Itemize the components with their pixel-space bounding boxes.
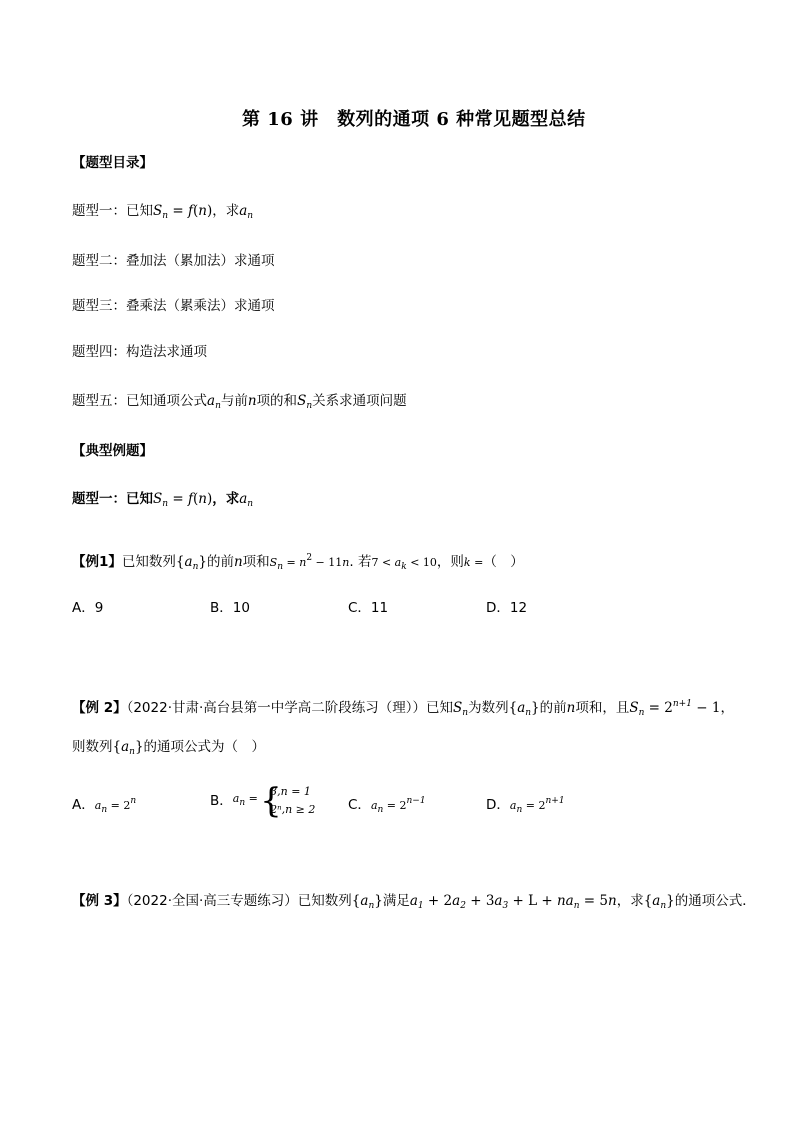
formula-set-an: $\{a_n\}$ (508, 700, 540, 718)
formula-an-eq: $a_n$ = (232, 792, 258, 808)
example-1-text-2: 的前 (206, 554, 234, 570)
toc-item-2: 题型二：叠加法（累加法）求通项 (72, 253, 275, 269)
example-1-text-5: ，则 (436, 554, 464, 570)
toc-item-5 (72, 392, 407, 415)
example-2-text-2: 为数列 (468, 700, 509, 716)
formula-n: n (233, 554, 243, 570)
example-1-text-6: （ ） (483, 554, 524, 570)
example-1-text-4: . 若 (349, 554, 372, 570)
example-2-text-5: ， (720, 700, 734, 716)
formula-set-an: $\{a_n\}$ (351, 893, 383, 911)
example-1-text-3: 项和 (242, 554, 270, 570)
example-2-label: 【例 2】 (72, 700, 127, 716)
section-heading-1 (72, 490, 253, 513)
toc-item-1 (72, 202, 253, 225)
formula-set-an: $\{a_n\}$ (175, 554, 207, 572)
section-heading-1-mid: ，求 (212, 491, 240, 507)
option-d-label: D． (486, 797, 510, 813)
page-title: 第 16 讲 数列的通项 6 种常见题型总结 (242, 109, 586, 130)
example-2-text-3: 的前 (539, 700, 567, 716)
toc-item-5-a: 题型五：已知通项公式 (72, 393, 207, 409)
formula-an: $a_n$ (239, 203, 254, 221)
example-1-option-b: B．10 (210, 600, 250, 616)
formula-set-an: $\{a_n\}$ (643, 893, 675, 911)
toc-item-4: 题型四：构造法求通项 (72, 344, 207, 360)
example-1-option-a: A．9 (72, 600, 104, 616)
toc-item-1-mid: ，求 (212, 203, 240, 219)
toc-item-5-c: 项的和 (256, 393, 298, 409)
example-1-stem (72, 549, 524, 576)
formula-sum: $a_1 + 2a_2 + 3a_3 + L + na_n = 5n$ (409, 893, 617, 911)
example-3-text-4: 的通项公式． (674, 893, 756, 909)
toc-item-5-b: 与前 (220, 393, 248, 409)
example-2-source: （2022·甘肃·高台县第一中学高二阶段练习（理））已知 (126, 700, 454, 716)
toc-item-1-label: 题型一：已知 (72, 203, 153, 219)
example-2-line-2 (72, 738, 265, 761)
formula-n: n (566, 700, 576, 716)
example-1-text-1: 已知数列 (121, 554, 176, 570)
section-heading-1-prefix: 题型一：已知 (72, 491, 153, 507)
brace-icon: { (260, 781, 282, 821)
formula-an: $a_n$ (239, 491, 254, 509)
formula-sn-def: $S_n = n^2 - 11n$ (269, 553, 350, 572)
example-3-text-3: ，求 (616, 893, 644, 909)
example-2-option-c (348, 792, 426, 819)
option-b-label: B． (210, 793, 233, 809)
formula-sn-eq-fn: $S_n = f(n)$ (153, 491, 213, 509)
formula-set-an: $\{a_n\}$ (112, 739, 144, 757)
formula-an-eq-2n: $a_n = 2^n$ (94, 796, 137, 815)
example-2-option-b (210, 783, 315, 819)
formula-an-eq-2n-plus-1: $a_n = 2^{n+1}$ (509, 796, 565, 815)
toc-item-3: 题型三：叠乘法（累乘法）求通项 (72, 298, 275, 314)
formula-an-eq-2n-minus-1: $a_n = 2^{n-1}$ (370, 796, 426, 815)
example-2-text-4: 项和，且 (575, 700, 630, 716)
formula-sn: $S_n$ (453, 700, 469, 718)
formula-sn-eq-fn: $S_n = f(n)$ (153, 203, 213, 221)
formula-an: $a_n$ (207, 393, 221, 411)
option-a-label: A． (72, 797, 95, 813)
formula-k-eq: k = (463, 556, 484, 569)
example-1-option-d: D．12 (486, 600, 528, 616)
example-2-stem (72, 695, 734, 722)
example-3-text-2: 满足 (382, 893, 410, 909)
formula-inequality: $7 < a_k < 10$ (371, 556, 437, 572)
example-2-line-2-a: 则数列 (72, 739, 113, 755)
toc-item-5-d: 关系求通项问题 (312, 393, 407, 409)
example-3-label: 【例 3】 (72, 893, 127, 909)
formula-n: n (247, 393, 257, 409)
example-2-line-2-b: 的通项公式为（ ） (143, 739, 266, 755)
example-1-label: 【例1】 (72, 554, 122, 570)
formula-piecewise (262, 783, 315, 819)
formula-sn: $S_n$ (297, 393, 313, 411)
toc-heading: 【题型目录】 (72, 155, 153, 171)
example-3-source: （2022·全国·高三专题练习）已知数列 (126, 893, 352, 909)
example-2-option-a (72, 792, 136, 819)
example-1-option-c: C．11 (348, 600, 389, 616)
example-2-option-d (486, 792, 565, 819)
piecewise-case-2: 2ⁿ,n ≥ 2 (270, 803, 316, 816)
examples-heading: 【典型例题】 (72, 443, 153, 459)
piecewise-case-1: 3,n = 1 (270, 785, 311, 798)
option-c-label: C． (348, 797, 371, 813)
formula-sn-def: $S_n = 2^{n+1} - 1$ (629, 699, 721, 718)
example-3-stem (72, 892, 756, 915)
